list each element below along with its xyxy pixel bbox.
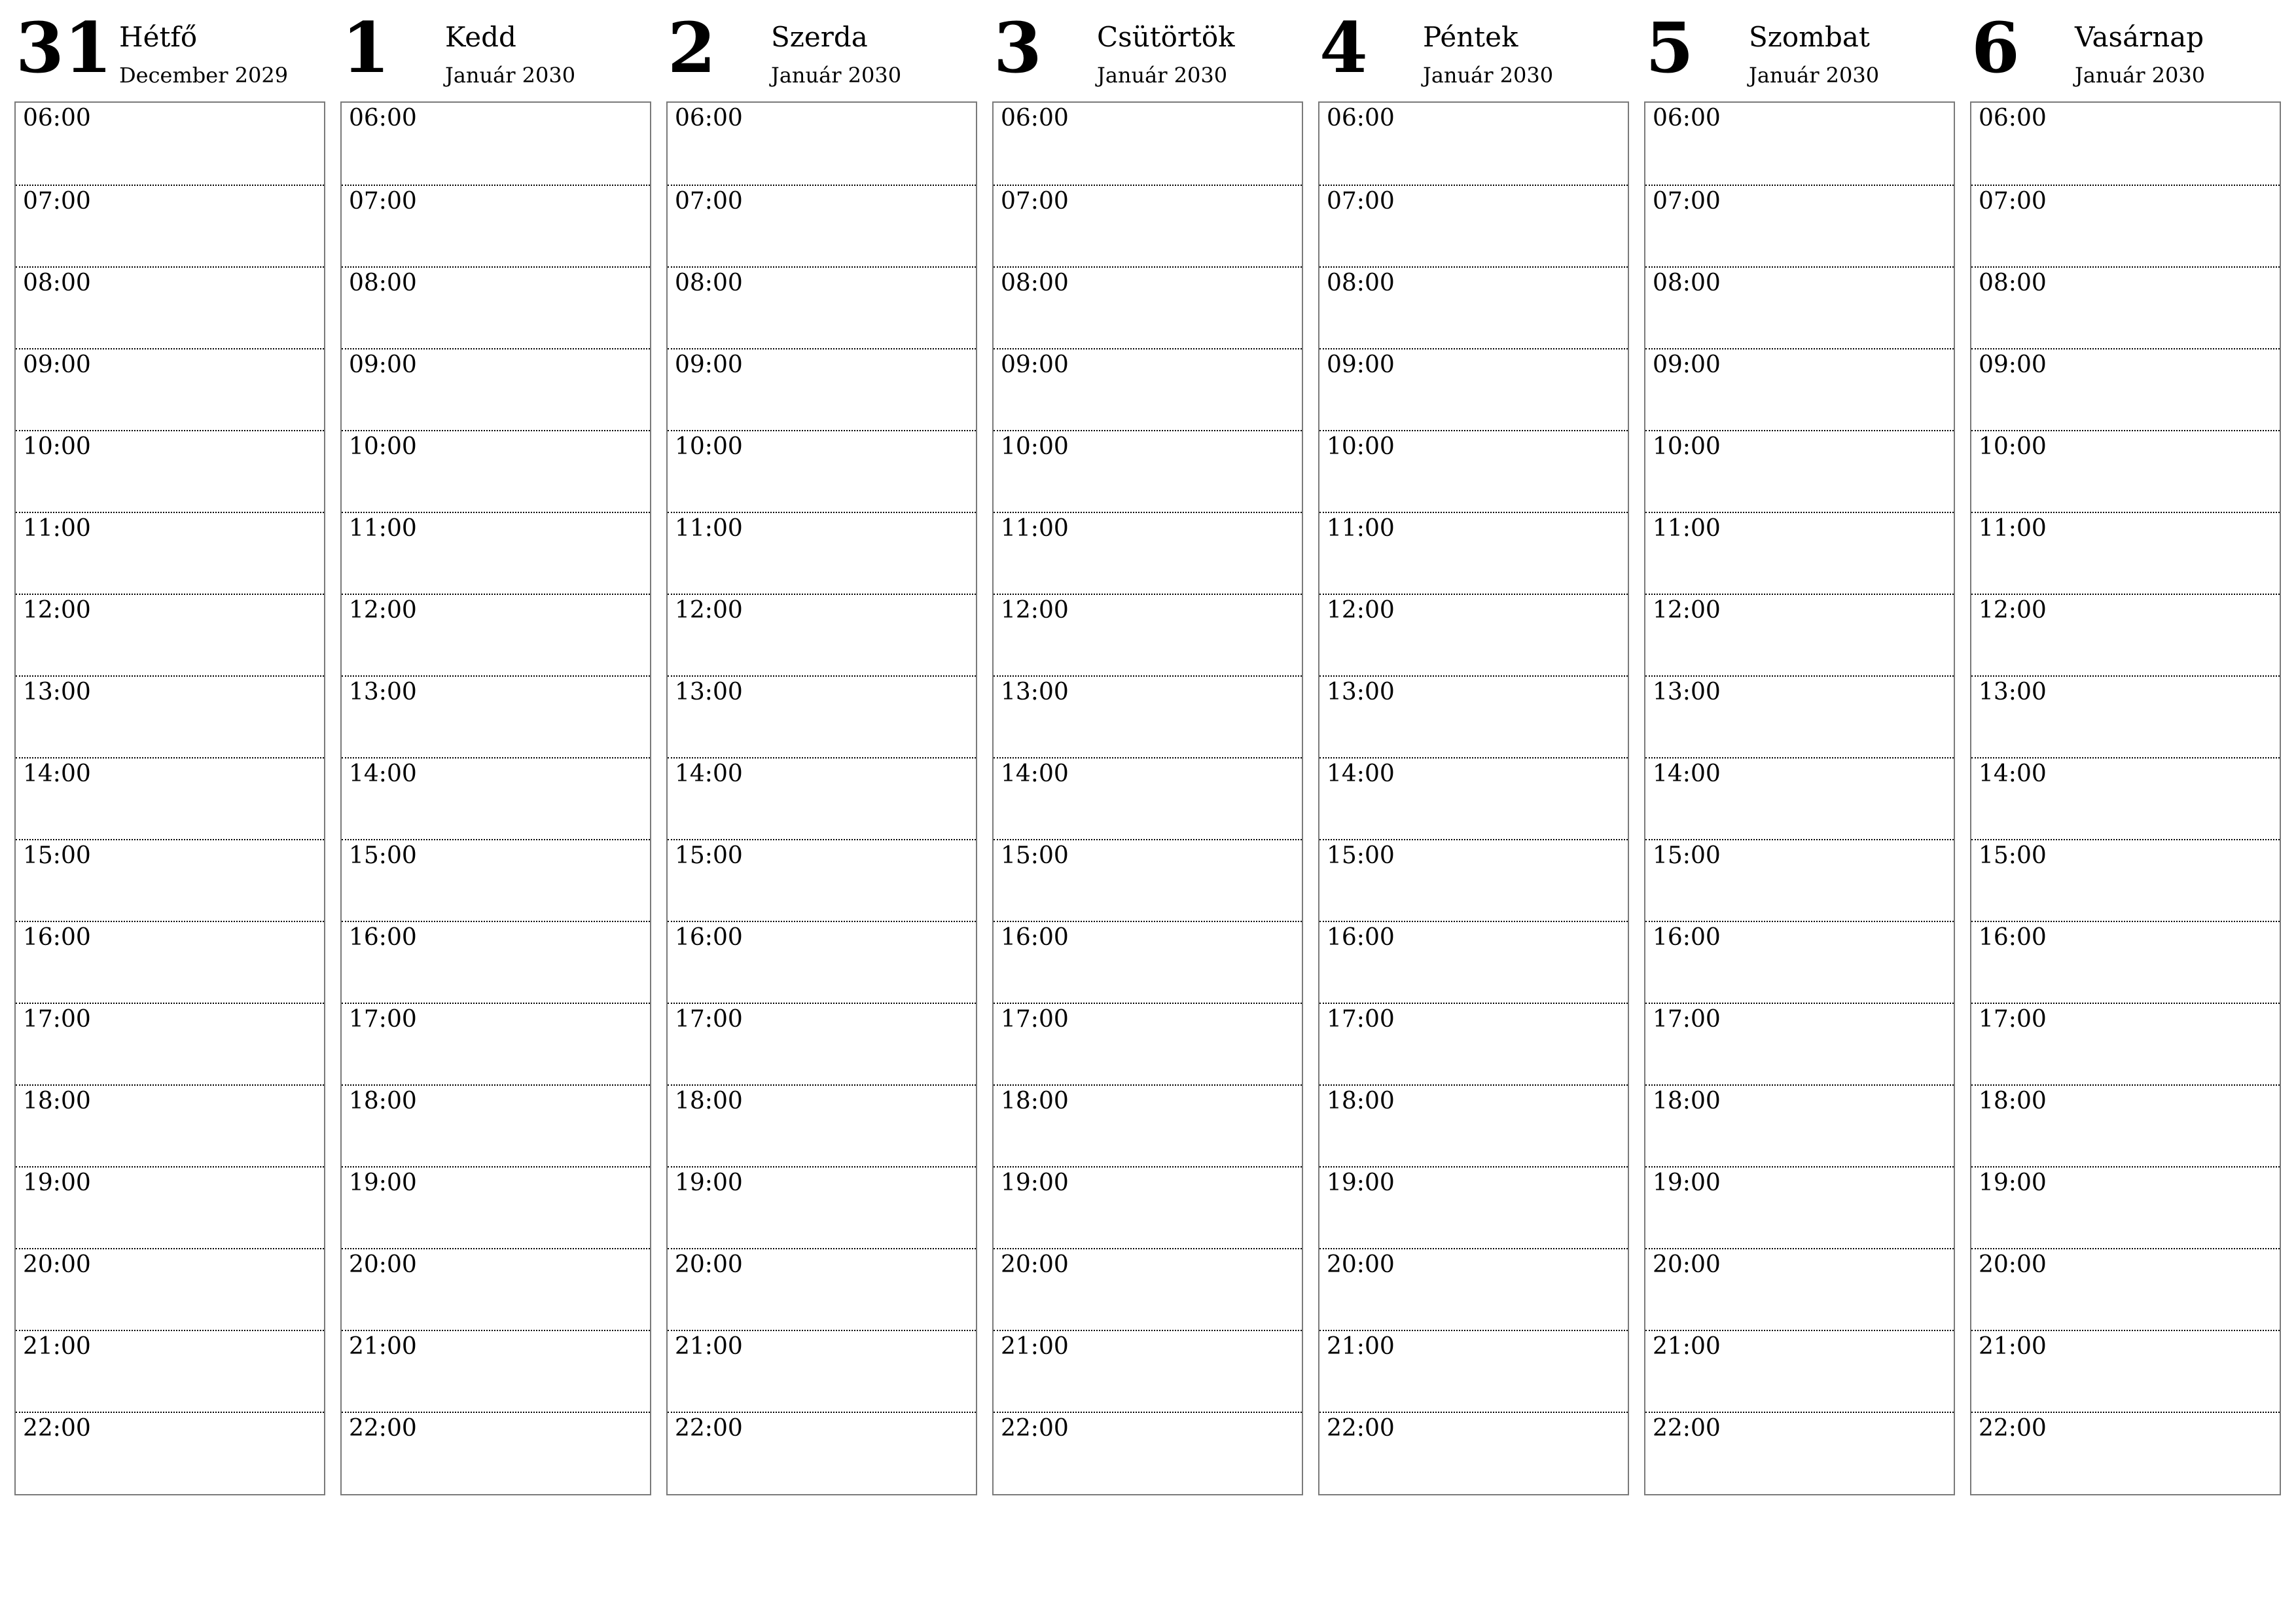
time-slot[interactable] — [1971, 185, 2280, 266]
time-label: 07:00 — [675, 188, 743, 215]
time-label: 16:00 — [1653, 924, 1721, 951]
time-label: 16:00 — [23, 924, 91, 951]
time-label: 16:00 — [675, 924, 743, 951]
day-name: Kedd — [445, 21, 516, 53]
time-label: 09:00 — [675, 351, 743, 378]
time-slot[interactable] — [342, 266, 650, 348]
day-number: 5 — [1645, 7, 1694, 88]
day-column — [666, 0, 977, 1499]
time-slot[interactable] — [994, 1084, 1302, 1166]
time-slot[interactable] — [1319, 103, 1628, 185]
time-slot[interactable] — [16, 1166, 324, 1248]
time-label: 14:00 — [1001, 760, 1069, 787]
time-label: 07:00 — [23, 188, 91, 215]
time-slot[interactable] — [1971, 675, 2280, 757]
time-slot[interactable] — [342, 594, 650, 675]
day-schedule[interactable] — [1970, 101, 2281, 1495]
time-slot[interactable] — [342, 185, 650, 266]
month-year: Január 2030 — [1423, 63, 1554, 88]
time-slot[interactable] — [994, 1003, 1302, 1084]
time-label: 15:00 — [1001, 842, 1069, 869]
day-header — [1970, 0, 2281, 101]
time-label: 17:00 — [1979, 1006, 2047, 1033]
time-slot[interactable] — [1319, 348, 1628, 430]
time-slot[interactable] — [1645, 185, 1954, 266]
time-slot[interactable] — [1319, 1084, 1628, 1166]
time-slot[interactable] — [668, 1003, 976, 1084]
time-label: 16:00 — [1001, 924, 1069, 951]
day-name: Szerda — [771, 21, 868, 53]
time-label: 08:00 — [1979, 270, 2047, 296]
time-label: 22:00 — [349, 1415, 417, 1442]
time-label: 10:00 — [1001, 433, 1069, 460]
time-label: 15:00 — [23, 842, 91, 869]
time-label: 15:00 — [1327, 842, 1395, 869]
day-number: 6 — [1971, 7, 2020, 88]
time-slot[interactable] — [668, 512, 976, 594]
time-label: 14:00 — [1327, 760, 1395, 787]
time-label: 11:00 — [1653, 515, 1721, 542]
time-label: 14:00 — [23, 760, 91, 787]
time-slot[interactable] — [1645, 594, 1954, 675]
time-slot[interactable] — [1645, 103, 1954, 185]
day-number: 4 — [1319, 7, 1368, 88]
time-slot[interactable] — [1645, 1166, 1954, 1248]
time-slot[interactable] — [342, 1084, 650, 1166]
time-label: 07:00 — [349, 188, 417, 215]
time-slot[interactable] — [1645, 266, 1954, 348]
time-slot[interactable] — [994, 594, 1302, 675]
time-slot[interactable] — [668, 348, 976, 430]
time-label: 07:00 — [1001, 188, 1069, 215]
day-schedule[interactable] — [1318, 101, 1629, 1495]
time-slot[interactable] — [16, 266, 324, 348]
time-label: 14:00 — [349, 760, 417, 787]
time-label: 20:00 — [23, 1251, 91, 1278]
time-slot[interactable] — [994, 839, 1302, 921]
day-number: 3 — [994, 7, 1042, 88]
time-slot[interactable] — [1319, 594, 1628, 675]
time-label: 13:00 — [1001, 679, 1069, 705]
time-label: 12:00 — [1653, 597, 1721, 624]
time-slot[interactable] — [342, 103, 650, 185]
time-label: 13:00 — [1653, 679, 1721, 705]
time-label: 22:00 — [1001, 1415, 1069, 1442]
time-slot[interactable] — [1971, 839, 2280, 921]
time-label: 16:00 — [1979, 924, 2047, 951]
time-label: 11:00 — [23, 515, 91, 542]
time-label: 19:00 — [349, 1169, 417, 1196]
time-label: 12:00 — [675, 597, 743, 624]
day-header — [14, 0, 325, 101]
day-schedule[interactable] — [340, 101, 651, 1495]
time-slot[interactable] — [1319, 430, 1628, 512]
time-label: 22:00 — [675, 1415, 743, 1442]
day-column — [1970, 0, 2281, 1499]
day-name: Csütörtök — [1097, 21, 1235, 53]
time-label: 21:00 — [1979, 1333, 2047, 1360]
time-label: 16:00 — [349, 924, 417, 951]
time-label: 20:00 — [1001, 1251, 1069, 1278]
time-label: 18:00 — [349, 1088, 417, 1115]
time-slot[interactable] — [1971, 430, 2280, 512]
time-label: 11:00 — [349, 515, 417, 542]
time-label: 22:00 — [1979, 1415, 2047, 1442]
time-label: 18:00 — [1001, 1088, 1069, 1115]
time-slot[interactable] — [1971, 757, 2280, 839]
time-slot[interactable] — [1971, 103, 2280, 185]
time-slot[interactable] — [1971, 266, 2280, 348]
time-slot[interactable] — [994, 103, 1302, 185]
time-slot[interactable] — [16, 921, 324, 1003]
time-slot[interactable] — [16, 185, 324, 266]
time-label: 17:00 — [1653, 1006, 1721, 1033]
time-label: 08:00 — [1653, 270, 1721, 296]
time-label: 22:00 — [1327, 1415, 1395, 1442]
time-slot[interactable] — [342, 1330, 650, 1412]
time-label: 13:00 — [349, 679, 417, 705]
time-label: 15:00 — [1979, 842, 2047, 869]
time-label: 09:00 — [1979, 351, 2047, 378]
time-label: 21:00 — [349, 1333, 417, 1360]
time-label: 06:00 — [1327, 105, 1395, 132]
day-column — [14, 0, 325, 1499]
time-label: 18:00 — [675, 1088, 743, 1115]
time-slot[interactable] — [16, 1412, 324, 1493]
time-slot[interactable] — [668, 757, 976, 839]
time-label: 14:00 — [675, 760, 743, 787]
time-label: 15:00 — [675, 842, 743, 869]
time-slot[interactable] — [1645, 921, 1954, 1003]
time-slot[interactable] — [342, 675, 650, 757]
time-label: 06:00 — [23, 105, 91, 132]
day-column — [1644, 0, 1955, 1499]
time-label: 10:00 — [1653, 433, 1721, 460]
time-label: 13:00 — [23, 679, 91, 705]
day-schedule[interactable] — [1644, 101, 1955, 1495]
time-slot[interactable] — [668, 921, 976, 1003]
time-label: 20:00 — [1979, 1251, 2047, 1278]
day-column — [1318, 0, 1629, 1499]
time-slot[interactable] — [668, 1166, 976, 1248]
month-year: Január 2030 — [1097, 63, 1228, 88]
day-header — [992, 0, 1303, 101]
time-label: 20:00 — [1327, 1251, 1395, 1278]
day-schedule[interactable] — [666, 101, 977, 1495]
time-slot[interactable] — [1319, 675, 1628, 757]
time-slot[interactable] — [994, 1412, 1302, 1493]
time-label: 13:00 — [675, 679, 743, 705]
time-label: 07:00 — [1979, 188, 2047, 215]
time-slot[interactable] — [342, 1003, 650, 1084]
time-slot[interactable] — [1971, 1084, 2280, 1166]
time-label: 10:00 — [1979, 433, 2047, 460]
day-schedule[interactable] — [992, 101, 1303, 1495]
time-slot[interactable] — [1319, 512, 1628, 594]
time-label: 13:00 — [1979, 679, 2047, 705]
time-slot[interactable] — [1971, 1166, 2280, 1248]
day-header — [340, 0, 651, 101]
time-slot[interactable] — [668, 594, 976, 675]
time-label: 06:00 — [1001, 105, 1069, 132]
day-name: Szombat — [1749, 21, 1870, 53]
time-slot[interactable] — [1319, 1330, 1628, 1412]
time-slot[interactable] — [994, 266, 1302, 348]
time-slot[interactable] — [668, 1084, 976, 1166]
time-label: 09:00 — [1653, 351, 1721, 378]
time-slot[interactable] — [994, 185, 1302, 266]
time-label: 10:00 — [1327, 433, 1395, 460]
time-slot[interactable] — [1645, 1248, 1954, 1330]
time-label: 09:00 — [23, 351, 91, 378]
time-slot[interactable] — [994, 1248, 1302, 1330]
time-slot[interactable] — [668, 185, 976, 266]
time-slot[interactable] — [994, 1166, 1302, 1248]
time-slot[interactable] — [668, 675, 976, 757]
time-label: 21:00 — [23, 1333, 91, 1360]
time-slot[interactable] — [1319, 921, 1628, 1003]
time-slot[interactable] — [1645, 757, 1954, 839]
time-label: 17:00 — [23, 1006, 91, 1033]
time-slot[interactable] — [994, 430, 1302, 512]
time-label: 12:00 — [23, 597, 91, 624]
time-slot[interactable] — [1319, 757, 1628, 839]
time-label: 16:00 — [1327, 924, 1395, 951]
time-slot[interactable] — [994, 512, 1302, 594]
time-label: 22:00 — [23, 1415, 91, 1442]
time-label: 09:00 — [1327, 351, 1395, 378]
time-slot[interactable] — [342, 1248, 650, 1330]
time-label: 06:00 — [1653, 105, 1721, 132]
time-label: 10:00 — [349, 433, 417, 460]
day-column — [340, 0, 651, 1499]
time-label: 07:00 — [1653, 188, 1721, 215]
time-label: 09:00 — [349, 351, 417, 378]
time-slot[interactable] — [1645, 839, 1954, 921]
time-label: 14:00 — [1653, 760, 1721, 787]
time-slot[interactable] — [668, 266, 976, 348]
time-slot[interactable] — [1319, 839, 1628, 921]
time-label: 11:00 — [1979, 515, 2047, 542]
time-label: 19:00 — [675, 1169, 743, 1196]
time-label: 06:00 — [1979, 105, 2047, 132]
time-label: 08:00 — [349, 270, 417, 296]
time-label: 09:00 — [1001, 351, 1069, 378]
time-slot[interactable] — [1319, 1003, 1628, 1084]
day-name: Péntek — [1423, 21, 1518, 53]
time-slot[interactable] — [16, 1330, 324, 1412]
time-label: 17:00 — [1001, 1006, 1069, 1033]
time-label: 21:00 — [1327, 1333, 1395, 1360]
time-label: 19:00 — [1327, 1169, 1395, 1196]
time-slot[interactable] — [1971, 594, 2280, 675]
time-slot[interactable] — [1971, 1330, 2280, 1412]
time-label: 06:00 — [349, 105, 417, 132]
time-slot[interactable] — [1971, 921, 2280, 1003]
time-slot[interactable] — [342, 839, 650, 921]
day-number: 2 — [668, 7, 716, 88]
time-label: 07:00 — [1327, 188, 1395, 215]
time-slot[interactable] — [1971, 1248, 2280, 1330]
time-slot[interactable] — [342, 430, 650, 512]
time-slot[interactable] — [1645, 1084, 1954, 1166]
month-year: Január 2030 — [445, 63, 576, 88]
time-slot[interactable] — [1971, 1003, 2280, 1084]
time-slot[interactable] — [16, 1003, 324, 1084]
time-label: 20:00 — [675, 1251, 743, 1278]
time-slot[interactable] — [1971, 512, 2280, 594]
time-label: 13:00 — [1327, 679, 1395, 705]
time-label: 22:00 — [1653, 1415, 1721, 1442]
time-slot[interactable] — [342, 512, 650, 594]
time-label: 18:00 — [1653, 1088, 1721, 1115]
time-label: 08:00 — [1001, 270, 1069, 296]
time-slot[interactable] — [16, 675, 324, 757]
time-slot[interactable] — [994, 348, 1302, 430]
day-header — [1644, 0, 1955, 101]
time-slot[interactable] — [668, 1248, 976, 1330]
time-label: 17:00 — [1327, 1006, 1395, 1033]
day-schedule[interactable] — [14, 101, 325, 1495]
time-slot[interactable] — [16, 430, 324, 512]
time-slot[interactable] — [1319, 1166, 1628, 1248]
time-label: 19:00 — [23, 1169, 91, 1196]
time-label: 08:00 — [1327, 270, 1395, 296]
day-number: 1 — [342, 7, 390, 88]
time-label: 10:00 — [675, 433, 743, 460]
time-label: 21:00 — [1001, 1333, 1069, 1360]
time-slot[interactable] — [1971, 348, 2280, 430]
time-label: 21:00 — [1653, 1333, 1721, 1360]
time-label: 08:00 — [23, 270, 91, 296]
month-year: December 2029 — [119, 63, 289, 88]
time-slot[interactable] — [342, 921, 650, 1003]
time-slot[interactable] — [994, 675, 1302, 757]
day-column — [992, 0, 1303, 1499]
time-slot[interactable] — [1645, 675, 1954, 757]
time-slot[interactable] — [16, 512, 324, 594]
time-label: 20:00 — [1653, 1251, 1721, 1278]
time-slot[interactable] — [1645, 348, 1954, 430]
time-label: 18:00 — [1979, 1088, 2047, 1115]
day-name: Hétfő — [119, 21, 198, 53]
time-slot[interactable] — [342, 1412, 650, 1493]
time-label: 12:00 — [1979, 597, 2047, 624]
time-slot[interactable] — [342, 757, 650, 839]
time-label: 20:00 — [349, 1251, 417, 1278]
month-year: Január 2030 — [771, 63, 902, 88]
time-label: 19:00 — [1001, 1169, 1069, 1196]
time-label: 19:00 — [1979, 1169, 2047, 1196]
time-label: 08:00 — [675, 270, 743, 296]
time-slot[interactable] — [1645, 1330, 1954, 1412]
time-label: 17:00 — [349, 1006, 417, 1033]
month-year: Január 2030 — [2075, 63, 2206, 88]
month-year: Január 2030 — [1749, 63, 1880, 88]
time-slot[interactable] — [994, 921, 1302, 1003]
time-slot[interactable] — [668, 430, 976, 512]
time-slot[interactable] — [342, 1166, 650, 1248]
time-label: 19:00 — [1653, 1169, 1721, 1196]
time-slot[interactable] — [1971, 1412, 2280, 1493]
time-slot[interactable] — [668, 103, 976, 185]
day-name: Vasárnap — [2075, 21, 2204, 53]
time-slot[interactable] — [342, 348, 650, 430]
time-label: 18:00 — [1327, 1088, 1395, 1115]
time-slot[interactable] — [668, 1330, 976, 1412]
time-label: 15:00 — [1653, 842, 1721, 869]
time-slot[interactable] — [16, 348, 324, 430]
time-slot[interactable] — [1645, 1412, 1954, 1493]
time-slot[interactable] — [1319, 185, 1628, 266]
time-label: 11:00 — [675, 515, 743, 542]
time-label: 06:00 — [675, 105, 743, 132]
time-slot[interactable] — [16, 839, 324, 921]
time-label: 15:00 — [349, 842, 417, 869]
time-slot[interactable] — [994, 757, 1302, 839]
time-label: 12:00 — [349, 597, 417, 624]
time-slot[interactable] — [16, 594, 324, 675]
time-slot[interactable] — [16, 1248, 324, 1330]
time-label: 18:00 — [23, 1088, 91, 1115]
time-label: 12:00 — [1327, 597, 1395, 624]
time-slot[interactable] — [994, 1330, 1302, 1412]
time-slot[interactable] — [16, 103, 324, 185]
time-label: 11:00 — [1327, 515, 1395, 542]
time-label: 10:00 — [23, 433, 91, 460]
time-slot[interactable] — [16, 1084, 324, 1166]
time-label: 14:00 — [1979, 760, 2047, 787]
day-number: 31 — [16, 7, 113, 88]
day-header — [666, 0, 977, 101]
time-slot[interactable] — [1645, 430, 1954, 512]
time-slot[interactable] — [1645, 1003, 1954, 1084]
time-label: 11:00 — [1001, 515, 1069, 542]
time-slot[interactable] — [16, 757, 324, 839]
time-slot[interactable] — [1319, 266, 1628, 348]
time-label: 21:00 — [675, 1333, 743, 1360]
day-header — [1318, 0, 1629, 101]
time-slot[interactable] — [1645, 512, 1954, 594]
time-slot[interactable] — [1319, 1248, 1628, 1330]
time-label: 12:00 — [1001, 597, 1069, 624]
time-slot[interactable] — [668, 1412, 976, 1493]
time-label: 17:00 — [675, 1006, 743, 1033]
time-slot[interactable] — [1319, 1412, 1628, 1493]
time-slot[interactable] — [668, 839, 976, 921]
